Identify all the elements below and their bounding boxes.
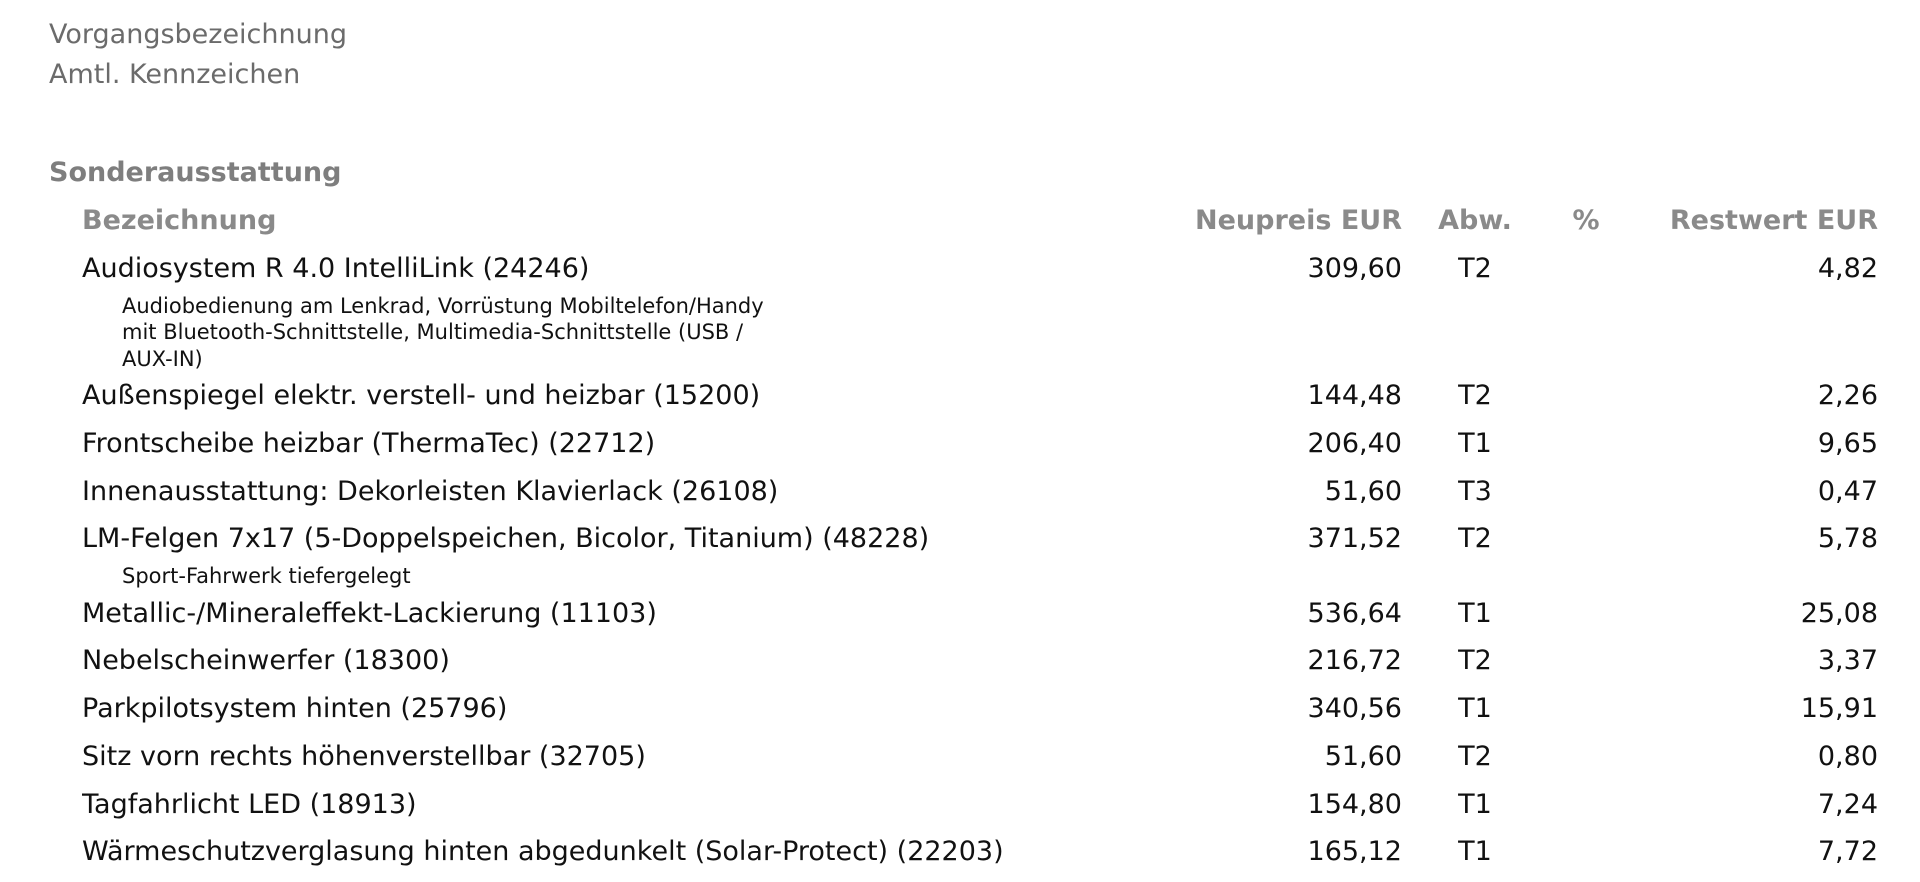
- residual-value: 9,65: [1817, 427, 1878, 459]
- item-notes: [82, 293, 1878, 373]
- residual-value: 7,24: [1817, 788, 1878, 820]
- deviation-class-value: T3: [1458, 475, 1492, 507]
- table-row: [82, 637, 1878, 685]
- residual-value: 7,72: [1817, 836, 1878, 868]
- item-name: Frontscheibe heizbar (ThermaTec) (22712): [82, 427, 656, 459]
- new-price-value: 51,60: [1324, 475, 1402, 507]
- new-price-value: 216,72: [1307, 645, 1402, 677]
- table-body: [82, 245, 1878, 876]
- deviation-class-value: T2: [1458, 252, 1492, 284]
- deviation-class-value: T2: [1458, 380, 1492, 411]
- deviation-class-value: T1: [1458, 597, 1492, 629]
- table-row: [82, 590, 1878, 638]
- new-price-value: 154,80: [1307, 788, 1402, 820]
- new-price-value: 51,60: [1324, 740, 1402, 772]
- percent-cell: [1548, 733, 1624, 781]
- section-title: Sonderausstattung: [49, 157, 342, 188]
- document-header: [49, 15, 347, 95]
- item-name: Audiosystem R 4.0 IntelliLink (24246): [82, 252, 590, 284]
- table-row: [82, 685, 1878, 733]
- license-plate-label: Amtl. Kennzeichen: [49, 59, 301, 90]
- deviation-class-value: T2: [1458, 740, 1492, 772]
- table-row: [82, 245, 1878, 293]
- percent-cell: [1548, 828, 1624, 876]
- table-row: [82, 828, 1878, 876]
- residual-value: 25,08: [1800, 597, 1878, 629]
- item-name: LM-Felgen 7x17 (5-Doppelspeichen, Bicolor, Titanium) (48228): [82, 523, 930, 555]
- percent-cell: [1548, 515, 1624, 563]
- column-header-deviation: Abw.: [1438, 205, 1512, 236]
- item-note-line: Sport-Fahrwerk tiefergelegt: [122, 564, 411, 588]
- process-name-label: Vorgangsbezeichnung: [49, 19, 347, 50]
- residual-value: 4,82: [1817, 252, 1878, 284]
- item-name: Sitz vorn rechts höhenverstellbar (32705): [82, 740, 646, 772]
- new-price-value: 340,56: [1307, 693, 1402, 724]
- residual-value: 2,26: [1817, 380, 1878, 411]
- percent-cell: [1548, 468, 1624, 516]
- new-price-value: 536,64: [1307, 597, 1402, 629]
- percent-cell: [1548, 245, 1624, 293]
- item-name: Wärmeschutzverglasung hinten abgedunkelt (Solar-Protect) (22203): [82, 836, 1004, 868]
- table-row: [82, 733, 1878, 781]
- percent-cell: [1548, 372, 1624, 420]
- new-price-value: 144,48: [1307, 380, 1402, 411]
- column-header-residual-value: Restwert EUR: [1669, 205, 1878, 236]
- residual-value: 5,78: [1817, 523, 1878, 555]
- item-name: Nebelscheinwerfer (18300): [82, 645, 450, 677]
- column-header-name: Bezeichnung: [82, 205, 277, 236]
- special-equipment-table: [82, 197, 1878, 876]
- column-header-percent: %: [1572, 205, 1600, 236]
- residual-value: 0,80: [1817, 740, 1878, 772]
- deviation-class-value: T1: [1458, 788, 1492, 820]
- table-row: [82, 468, 1878, 516]
- new-price-value: 309,60: [1307, 252, 1402, 284]
- residual-value: 0,47: [1817, 475, 1878, 507]
- residual-value: 3,37: [1817, 645, 1878, 677]
- item-name: Tagfahrlicht LED (18913): [82, 788, 417, 820]
- deviation-class-value: T1: [1458, 836, 1492, 868]
- table-row: [82, 781, 1878, 829]
- table-header-row: [82, 197, 1878, 245]
- deviation-class-value: T2: [1458, 645, 1492, 677]
- column-header-new-price: Neupreis EUR: [1195, 205, 1402, 236]
- item-name: Innenausstattung: Dekorleisten Klavierlack (26108): [82, 475, 779, 507]
- percent-cell: [1548, 637, 1624, 685]
- table-row: [82, 515, 1878, 563]
- item-note-line: mit Bluetooth-Schnittstelle, Multimedia-Schnittstelle (USB /: [122, 320, 744, 344]
- item-note-line: AUX-IN): [122, 346, 203, 371]
- residual-value: 15,91: [1800, 693, 1878, 724]
- percent-cell: [1548, 781, 1624, 829]
- deviation-class-value: T2: [1458, 523, 1492, 555]
- percent-cell: [1548, 420, 1624, 468]
- item-note-line: Audiobedienung am Lenkrad, Vorrüstung Mobiltelefon/Handy: [122, 293, 764, 318]
- new-price-value: 165,12: [1307, 836, 1402, 868]
- deviation-class-value: T1: [1458, 693, 1492, 724]
- new-price-value: 206,40: [1307, 427, 1402, 459]
- deviation-class-value: T1: [1458, 427, 1492, 459]
- item-name: Parkpilotsystem hinten (25796): [82, 693, 508, 724]
- new-price-value: 371,52: [1307, 523, 1402, 555]
- item-name: Metallic-/Mineraleffekt-Lackierung (11103): [82, 597, 657, 629]
- item-notes: [82, 563, 1878, 590]
- table-row: [82, 372, 1878, 420]
- item-name: Außenspiegel elektr. verstell- und heizbar (15200): [82, 380, 761, 411]
- percent-cell: [1548, 590, 1624, 638]
- table-row: [82, 420, 1878, 468]
- percent-cell: [1548, 685, 1624, 733]
